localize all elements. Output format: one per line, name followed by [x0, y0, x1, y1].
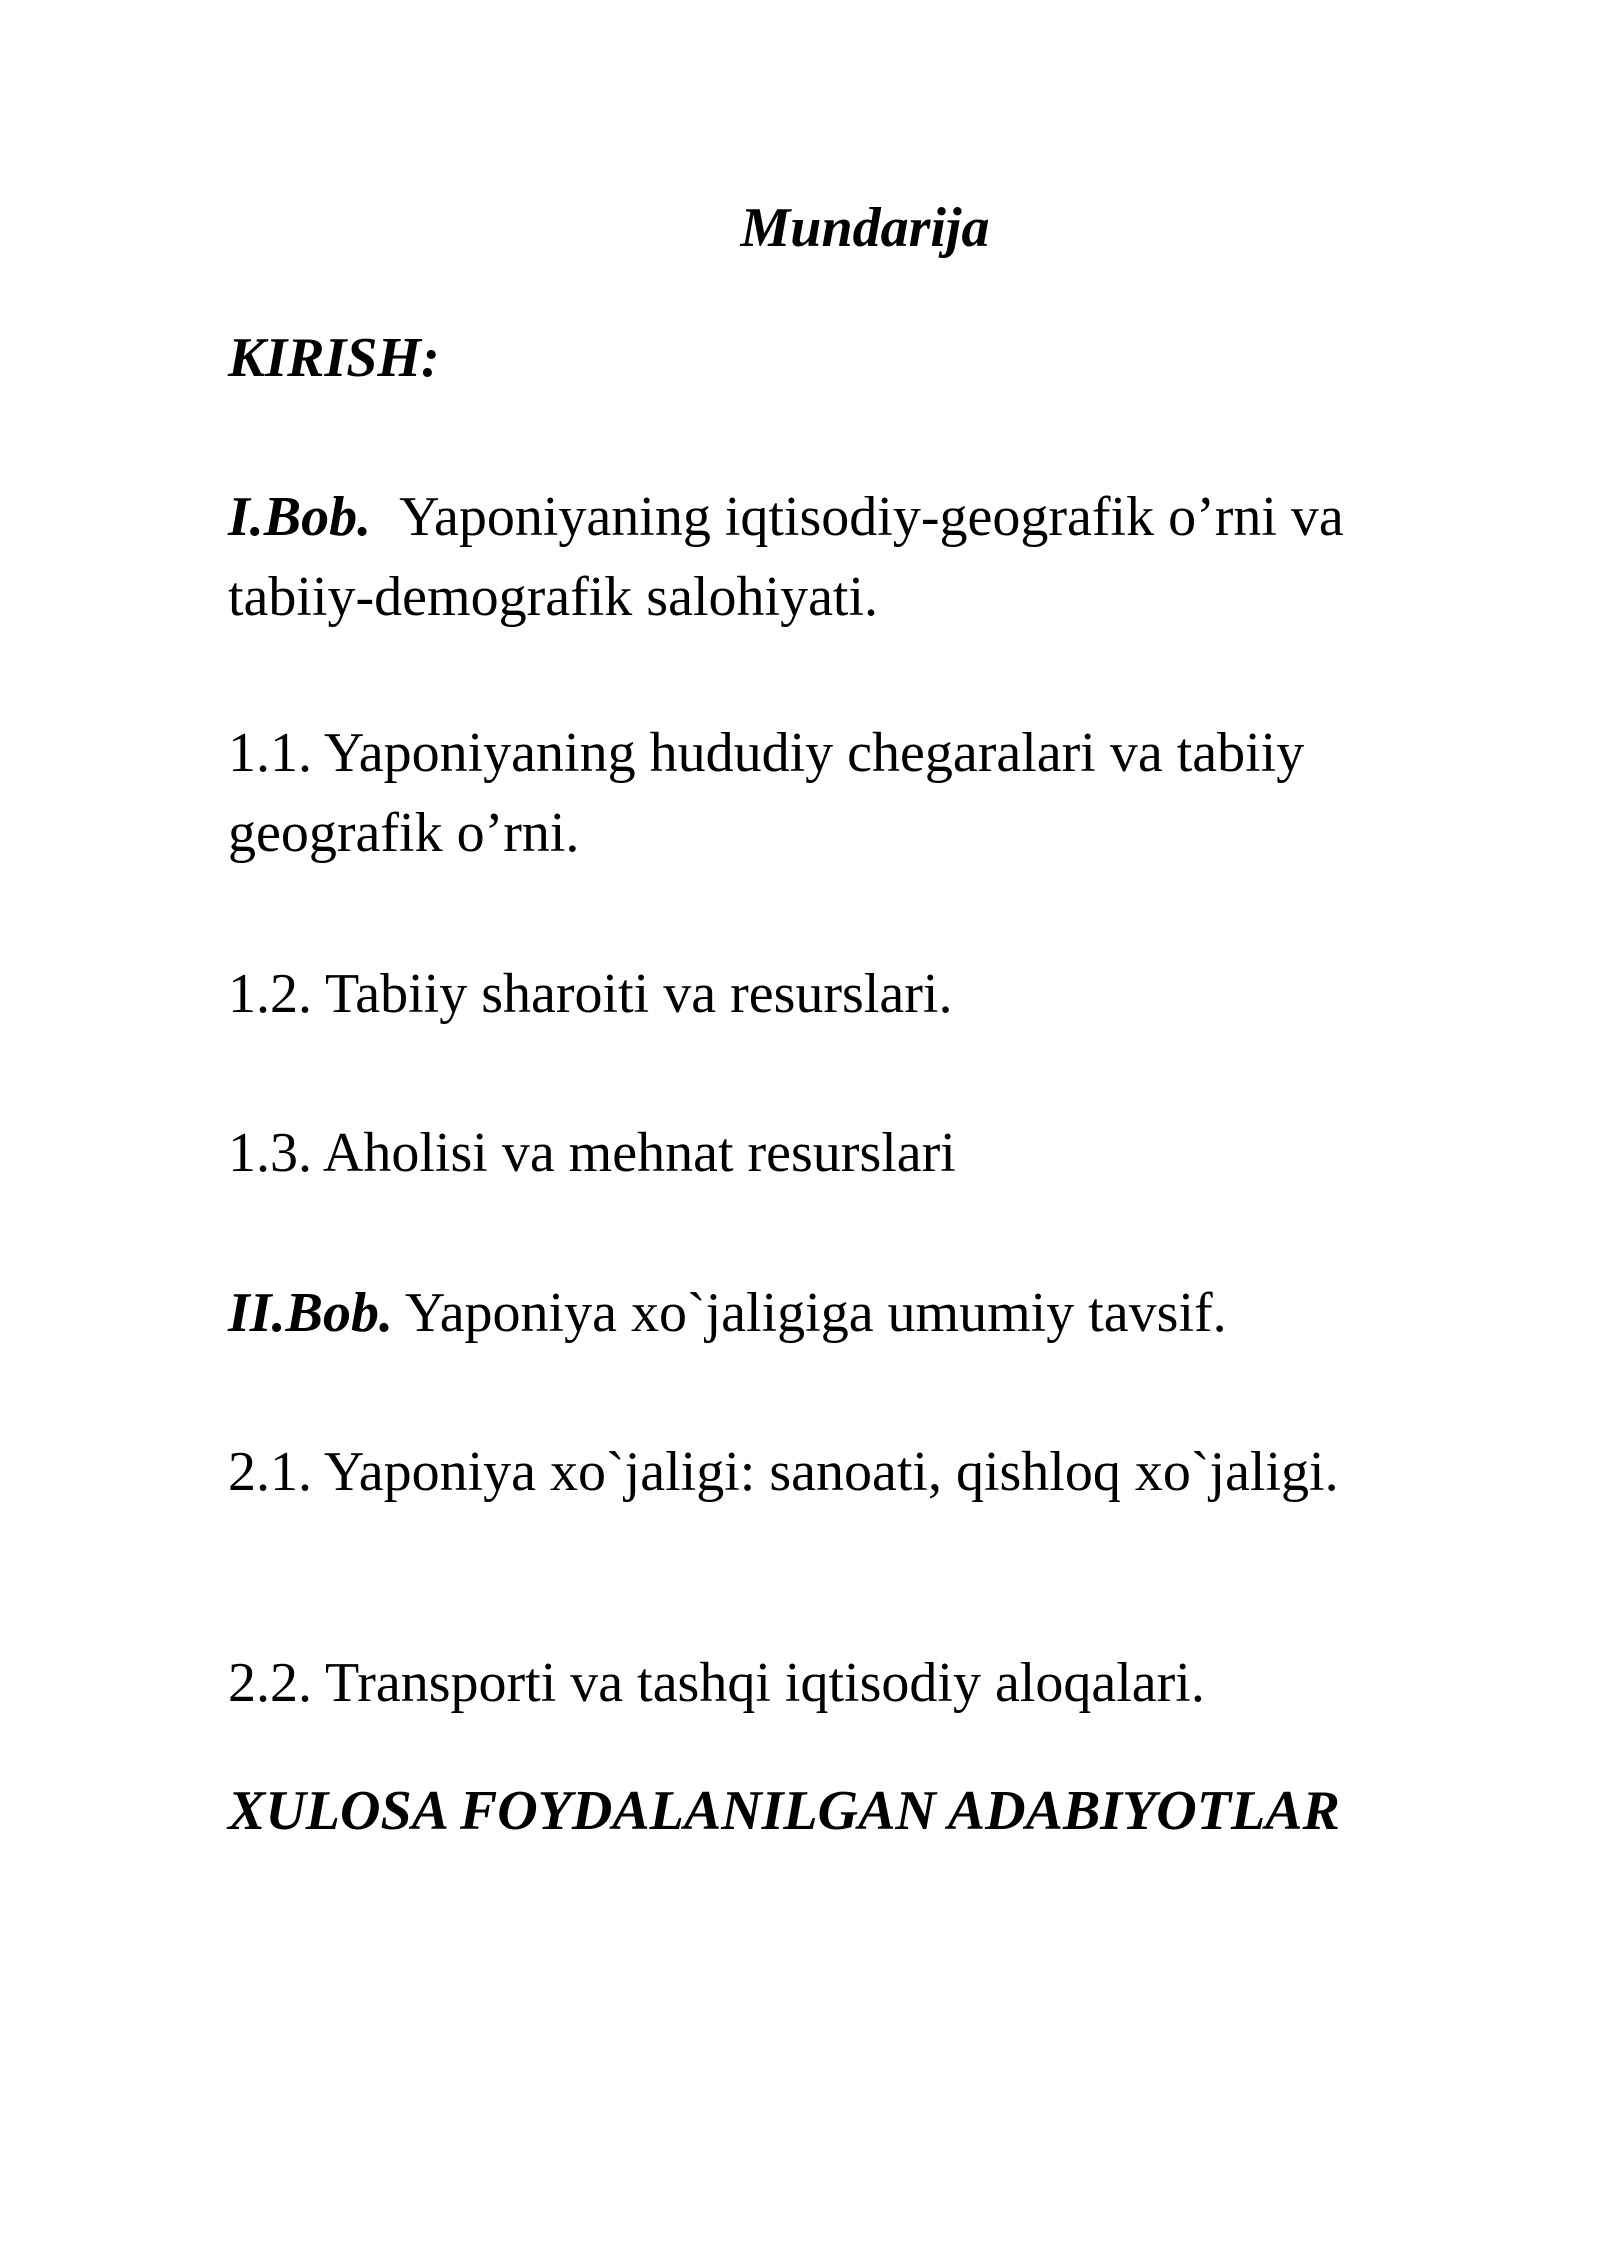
- chapter-2-label: II.Bob.: [228, 1282, 393, 1344]
- section-1-2: 1.2. Tabiiy sharoiti va resurslari.: [228, 963, 953, 1025]
- chapter-1-heading: [228, 477, 1344, 557]
- chapter-1-title-line1: Yaponiyaning iqtisodiy-geografik o’rni va: [399, 486, 1344, 548]
- section-1-1-line2: geografik o’rni.: [228, 802, 580, 864]
- chapter-2-heading: [228, 1273, 1227, 1353]
- section-2-2: 2.2. Transporti va tashqi iqtisodiy aloqalari.: [228, 1652, 1205, 1714]
- chapter-2-title: Yaponiya xo`jaligiga umumiy tavsif.: [404, 1282, 1227, 1344]
- conclusion-heading: XULOSA FOYDALANILGAN ADABIYOTLAR: [228, 1780, 1340, 1842]
- chapter-1-title-line2: tabiiy-demografik salohiyati.: [228, 566, 879, 628]
- section-1-1-line1: 1.1. Yaponiyaning hududiy chegaralari va tabiiy: [228, 722, 1305, 784]
- section-2-1: 2.1. Yaponiya xo`jaligi: sanoati, qishloq xo`jaligi.: [228, 1441, 1339, 1503]
- page-title: Mundarija: [740, 197, 990, 259]
- section-1-3: 1.3. Aholisi va mehnat resurslari: [228, 1122, 956, 1184]
- intro-heading: KIRISH:: [228, 327, 440, 389]
- chapter-1-label: I.Bob.: [228, 486, 372, 548]
